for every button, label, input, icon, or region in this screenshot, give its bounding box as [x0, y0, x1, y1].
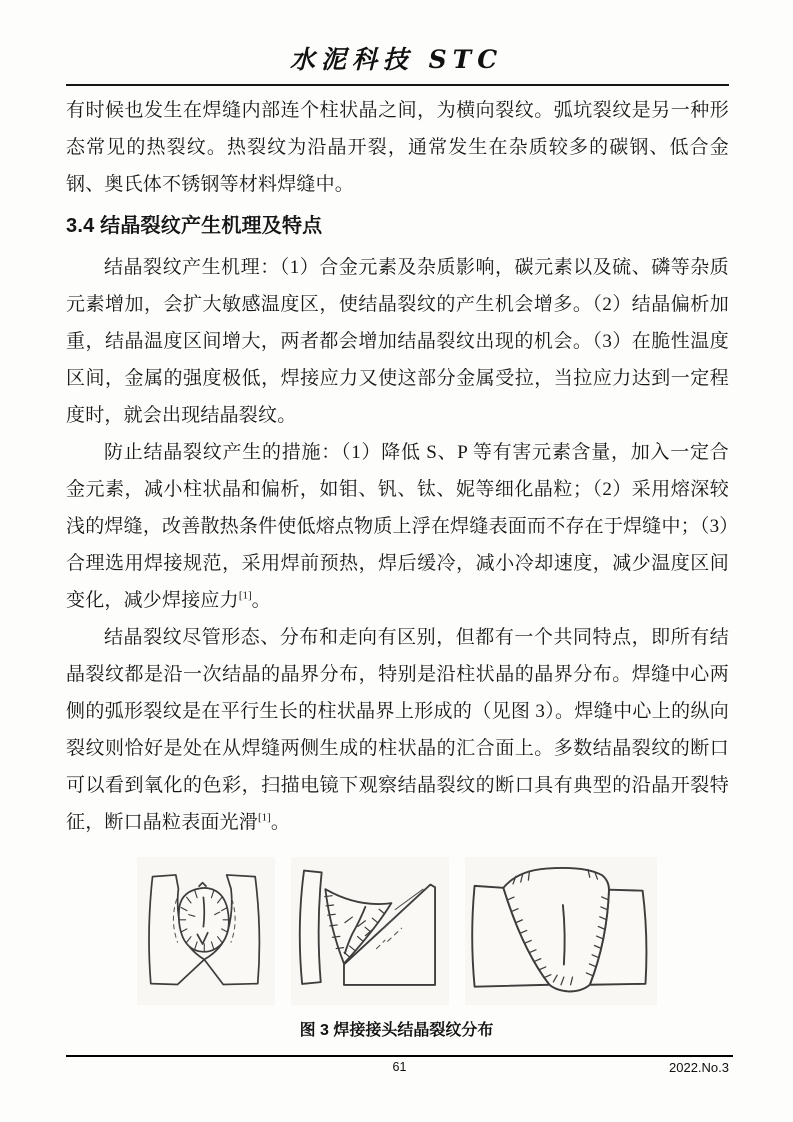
- footer-divider: [66, 1055, 733, 1057]
- page-number: 61: [392, 1060, 407, 1074]
- paragraph-prevention-text: 防止结晶裂纹产生的措施：（1）降低 S、P 等有害元素含量，加入一定合金元素，减小柱状晶和偏析，如钼、钒、钛、妮等细化晶粒；（2）采用熔深较浅的焊缝，改善散热条件使低熔点物质上浮在焊缝表面而不存在于焊缝中；（3）合理选用焊接规范，采用焊前预热，焊后缓冷，减小冷却速度，减少温度区间变化，减少焊接应力: [66, 442, 729, 611]
- figure-caption: 图 3 焊接接头结晶裂纹分布: [299, 1022, 494, 1039]
- figure-3: [0, 857, 793, 1040]
- figure-panels: [0, 857, 793, 1005]
- page-footer: [66, 1055, 733, 1074]
- paragraph-mechanism: 结晶裂纹产生机理：（1）合金元素及杂质影响，碳元素以及硫、磷等杂质元素增加，会扩大敏感温度区，使结晶裂纹的产生机会增多。（2）结晶偏析加重，结晶温度区间增大，两者都会增加结晶裂纹出现的机会。（3）在脆性温度区间，金属的强度极低，焊接应力又使这部分金属受拉，当拉应力达到一定程度时，就会出现结晶裂纹。: [66, 257, 729, 426]
- x-groove-weld-sketch: [137, 857, 275, 1005]
- issue-label: 2022.No.3: [669, 1060, 729, 1075]
- journal-title: 水泥科技 STC: [289, 45, 504, 74]
- bevel-groove-weld-sketch: [291, 857, 449, 1005]
- reference-mark: [1]: [258, 811, 271, 824]
- paragraph-prevention: [66, 434, 729, 619]
- v-groove-weld-sketch: [465, 857, 657, 1005]
- paragraph-prevention-tail: 。: [251, 590, 271, 611]
- article-body: [0, 86, 793, 841]
- footer-row: [66, 1060, 733, 1074]
- paragraph-features-text: 结晶裂纹尽管形态、分布和走向有区别，但都有一个共同特点，即所有结晶裂纹都是沿一次结晶的晶界分布，特别是沿柱状晶的晶界分布。焊缝中心两侧的弧形裂纹是在平行生长的柱状晶界上形成的（见图 3）。焊缝中心上的纵向裂纹则恰好是处在从焊缝两侧生成的柱状晶的汇合面上。多数结晶裂纹的断口可以看到氧化的色彩，扫描电镜下观察结晶裂纹的断口具有典型的沿晶开裂特征，断口晶粒表面光滑: [66, 627, 729, 833]
- section-heading: 3.4 结晶裂纹产生机理及特点: [66, 215, 323, 237]
- reference-mark: [1]: [238, 589, 252, 602]
- paragraph-features-tail: 。: [270, 812, 291, 833]
- intro-paragraph: 有时候也发生在焊缝内部连个柱状晶之间，为横向裂纹。弧坑裂纹是另一种形态常见的热裂纹。热裂纹为沿晶开裂，通常发生在杂质较多的碳钢、低合金钢、奥氏体不锈钢等材料焊缝中。: [66, 100, 729, 195]
- page-header: [0, 0, 793, 86]
- paragraph-features: [66, 619, 729, 841]
